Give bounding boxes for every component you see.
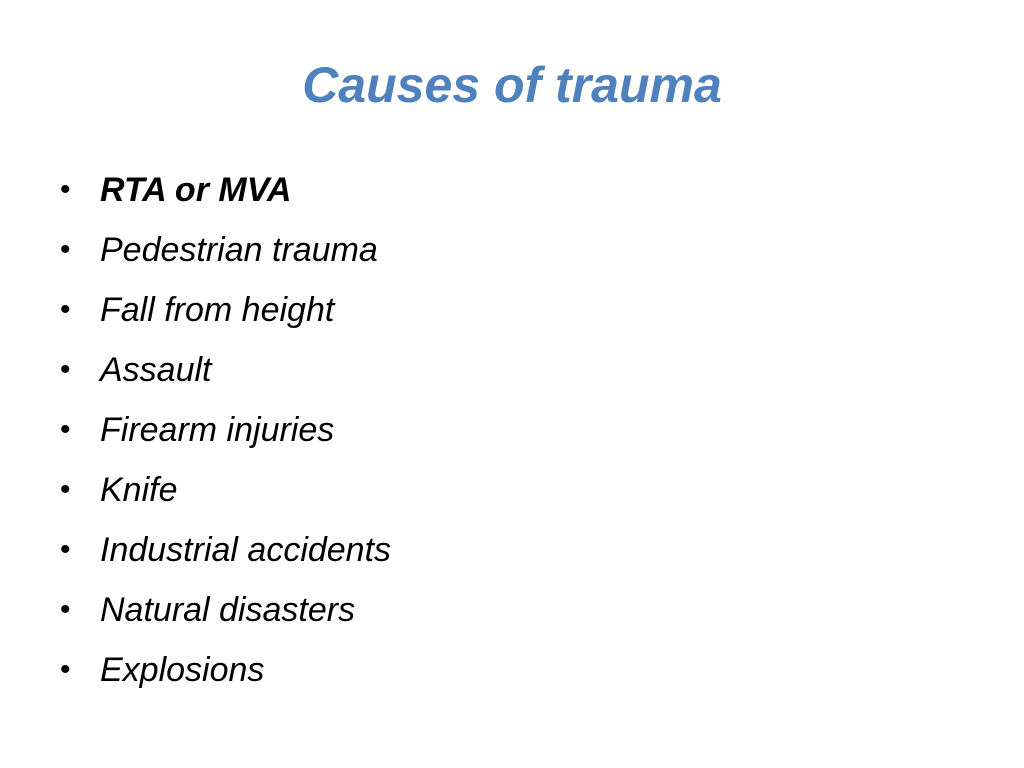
bullet-item-pedestrian-trauma xyxy=(60,220,391,280)
bullet-text: Firearm injuries xyxy=(100,410,335,449)
bullet-text: Fall from height xyxy=(100,290,335,329)
bullet-text: Explosions xyxy=(100,650,265,689)
bullet-icon: • xyxy=(60,353,71,386)
bullet-item-rta-mva xyxy=(60,160,391,220)
bullet-icon: • xyxy=(60,173,71,206)
bullet-list xyxy=(60,160,391,700)
bullet-icon: • xyxy=(60,473,71,506)
bullet-icon: • xyxy=(60,413,71,446)
bullet-item-natural-disasters xyxy=(60,580,391,640)
slide-title: Causes of trauma xyxy=(302,57,722,113)
bullet-icon: • xyxy=(60,233,71,266)
bullet-text: Natural disasters xyxy=(100,590,356,629)
bullet-text: Knife xyxy=(100,470,178,509)
bullet-text: Assault xyxy=(100,350,212,389)
bullet-text: Pedestrian trauma xyxy=(100,230,378,269)
bullet-item-industrial-accidents xyxy=(60,520,391,580)
bullet-text: Industrial accidents xyxy=(100,530,392,569)
bullet-icon: • xyxy=(60,593,71,626)
bullet-icon: • xyxy=(60,293,71,326)
bullet-text: RTA or MVA xyxy=(100,170,292,209)
bullet-item-fall-from-height xyxy=(60,280,391,340)
bullet-item-knife xyxy=(60,460,391,520)
bullet-item-assault xyxy=(60,340,391,400)
bullet-item-explosions xyxy=(60,640,391,700)
bullet-icon: • xyxy=(60,653,71,686)
bullet-icon: • xyxy=(60,533,71,566)
bullet-item-firearm-injuries xyxy=(60,400,391,460)
